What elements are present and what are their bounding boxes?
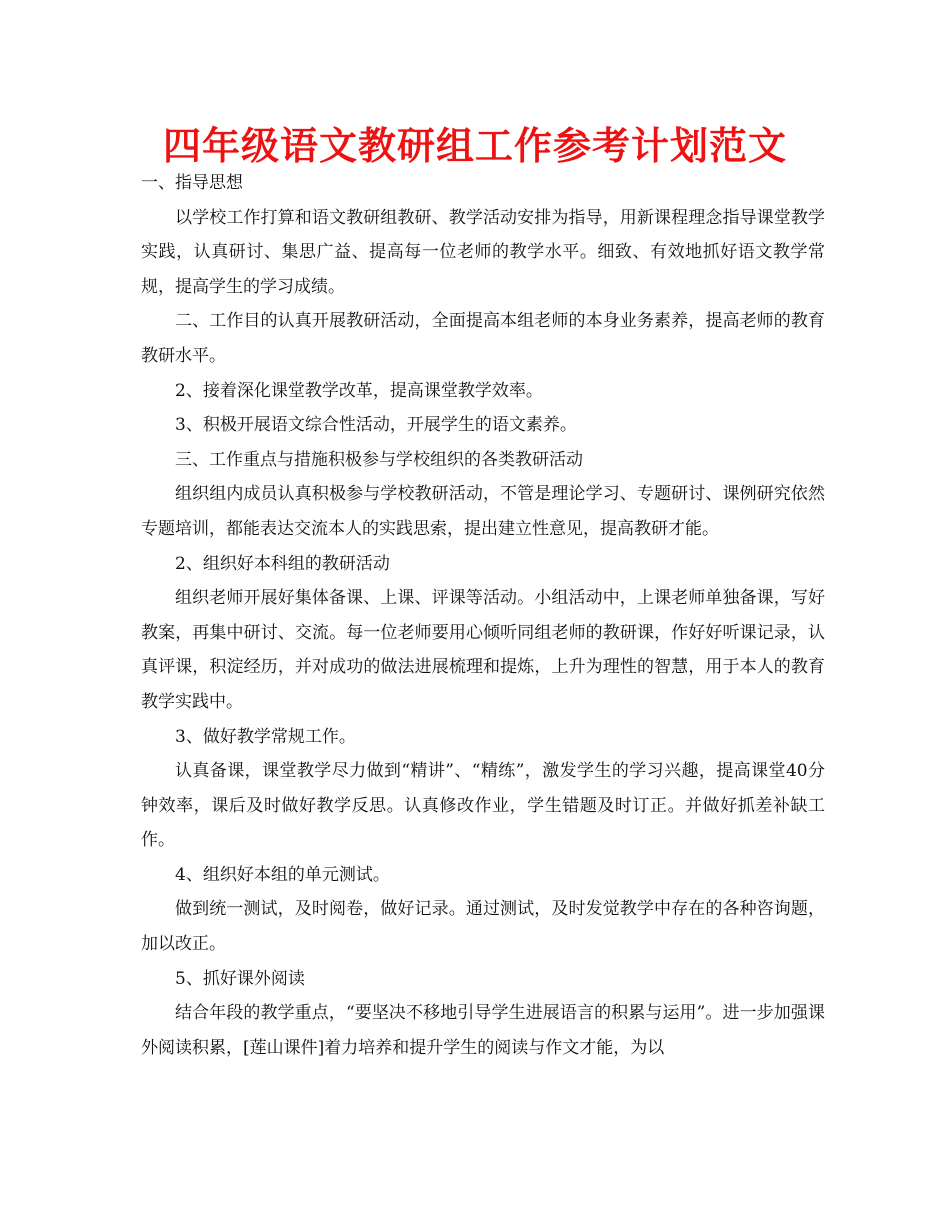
document-title: 四年级语文教研组工作参考计划范文 xyxy=(162,124,787,168)
paragraph: 2、组织好本科组的教研活动 xyxy=(175,553,390,574)
paragraph: 组织组内成员认真积极参与学校教研活动，不管是理论学习、专题研讨、课例研究依然专题培训，都能表达交流本人的实践思索，提出建立性意见，提高教研才能。 xyxy=(141,484,825,539)
section-heading-guiding-thought: 一、指导思想 xyxy=(141,173,243,193)
paragraph: 5、抓好课外阅读 xyxy=(175,968,305,989)
paragraph: 三、工作重点与措施积极参与学校组织的各类教研活动 xyxy=(175,449,583,470)
paragraph: 以学校工作打算和语文教研组教研、教学活动安排为指导，用新课程理念指导课堂教学实践，认真研讨、集思广益、提高每一位老师的教学水平。细致、有效地抓好语文教学常规，提高学生的学习成绩。 xyxy=(141,207,825,297)
paragraph: 做到统一测试，及时阅卷，做好记录。通过测试，及时发觉教学中存在的各种咨询题，加以改正。 xyxy=(141,899,825,955)
paragraph: 结合年段的教学重点，“要坚决不移地引导学生进展语言的积累与运用”。进一步加强课外阅读积累，[莲山课件]着力培养和提升学生的阅读与作文才能，为以 xyxy=(141,1003,825,1058)
paragraph: 组织老师开展好集体备课、上课、评课等活动。小组活动中，上课老师单独备课，写好教案，再集中研讨、交流。每一位老师要用心倾听同组老师的教研课，作好好听课记录，认真评课，积淀经历，并对成功的做法进展梳理和提炼，上升为理性的智慧，用于本人的教育教学实践中。 xyxy=(141,588,825,712)
paragraph: 3、积极开展语文综合性活动，开展学生的语文素养。 xyxy=(175,415,577,436)
paragraph: 3、做好教学常规工作。 xyxy=(175,726,356,747)
paragraph: 4、组织好本组的单元测试。 xyxy=(175,864,390,885)
paragraph: 二、工作目的认真开展教研活动，全面提高本组老师的本身业务素养，提高老师的教育教研水平。 xyxy=(141,311,825,366)
document-body xyxy=(141,166,825,1065)
paragraph: 2、接着深化课堂教学改革，提高课堂教学效率。 xyxy=(175,380,543,401)
paragraph: 认真备课，课堂教学尽力做到“精讲”、“精练”，激发学生的学习兴趣，提高课堂40分钟效率，课后及时做好教学反思。认真修改作业，学生错题及时订正。并做好抓差补缺工作。 xyxy=(141,761,825,851)
